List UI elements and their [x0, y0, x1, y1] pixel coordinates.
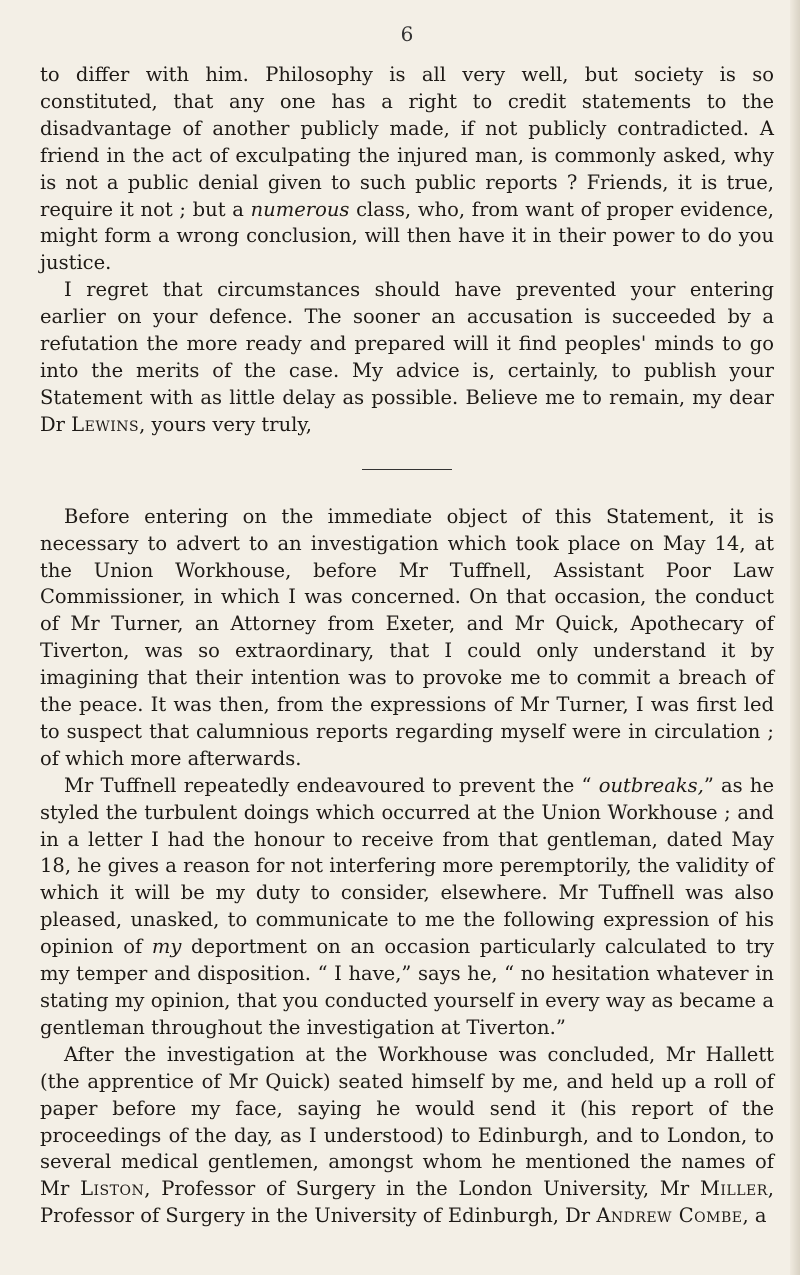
- statement-p3-d: , a: [742, 1204, 767, 1228]
- statement-p3-name-1: Liston: [80, 1177, 145, 1201]
- letter-paragraph-1: [40, 62, 774, 277]
- letter-paragraph-2: [40, 277, 774, 438]
- statement-paragraph-3: [40, 1042, 774, 1230]
- letter-p2-tail: , yours very truly,: [139, 412, 313, 436]
- statement-p2-c: deportment on an occasion particularly calculated to try my temper and disposition. “ I have,” says he, “ no hesitation whatever in stating my opinion, that you conducted yourself in every way as became a gentleman throughout the investigation at Tiverton.”: [40, 935, 774, 1039]
- letter-p1-text: to differ with him. Philosophy is all very well, but society is so constituted, that any one has a right to credit statements to the disadvantage of another publicly made, if not publicly contradicted. A friend in the act of exculpating the injured man, is commonly asked, why is not a public denial given to such public reports ? Friends, it is true, require it not ; but a: [40, 63, 774, 221]
- letter-p2-text: I regret that circumstances should have prevented your entering earlier on your defence. The sooner an accusation is succeeded by a refutation the more ready and prepared will it find peoples' minds to go into the merits of the case. My advice is, certainly, to publish your Statement with as little delay as possible. Believe me to remain, my dear Dr: [40, 278, 774, 436]
- letter-p2-name: Lewins: [71, 412, 140, 436]
- statement-p3-name-3: Andrew Combe: [596, 1204, 743, 1228]
- book-page: [40, 22, 774, 1230]
- statement-p2-emphasis: outbreaks,: [598, 773, 704, 797]
- letter-p1-emphasis: numerous: [250, 197, 350, 221]
- statement-p3-a: After the investigation at the Workhouse was concluded, Mr Hallett (the apprentice of Mr Quick) seated himself by me, and held up a roll of paper before my face, saying he would send it (his report of the proceedings of the day, as I understood) to Edinburgh, and to London, to several medical gentlemen, amongst whom he mentioned the names of Mr: [40, 1042, 774, 1201]
- statement-p2-b: ” as he styled the turbulent doings which occurred at the Union Workhouse ; and in a letter I had the honour to receive from that gentleman, dated May 18, he gives a reason for not interfering more peremptorily, the validity of which it will be my duty to consider, elsewhere. Mr Tuffnell was also pleased, unasked, to communicate to me the following expression of his opinion of: [40, 773, 774, 959]
- statement-paragraph-1: Before entering on the immediate object of this Statement, it is necessary to advert to an investigation which took place on May 14, at the Union Workhouse, before Mr Tuffnell, Assistant Poor Law Commissioner, in which I was concerned. On that occasion, the conduct of Mr Turner, an Attorney from Exeter, and Mr Quick, Apothecary of Tiverton, was so extraordinary, that I could only understand it by imagining that their intention was to provoke me to commit a breach of the peace. It was then, from the expressions of Mr Turner, I was first led to suspect that calumnious reports regarding myself were in circulation ; of which more afterwards.: [40, 504, 774, 770]
- section-divider: [362, 469, 452, 470]
- statement-p2-a: Mr Tuffnell repeatedly endeavoured to prevent the “: [64, 773, 599, 797]
- letter-p1-tail: class, who, from want of proper evidence, might form a wrong conclusion, will then have it in their power to do you justice.: [40, 197, 775, 275]
- page-edge: [790, 0, 800, 1275]
- page-number: 6: [400, 22, 414, 46]
- statement-paragraph-2: [40, 773, 774, 1042]
- statement-p3-c: , Professor of Surgery in the University of Edinburgh, Dr: [40, 1177, 774, 1228]
- statement-p2-emphasis-2: my: [151, 935, 182, 959]
- statement-p3-b: , Professor of Surgery in the London University, Mr: [144, 1177, 700, 1201]
- statement-p3-name-2: Miller: [699, 1177, 768, 1201]
